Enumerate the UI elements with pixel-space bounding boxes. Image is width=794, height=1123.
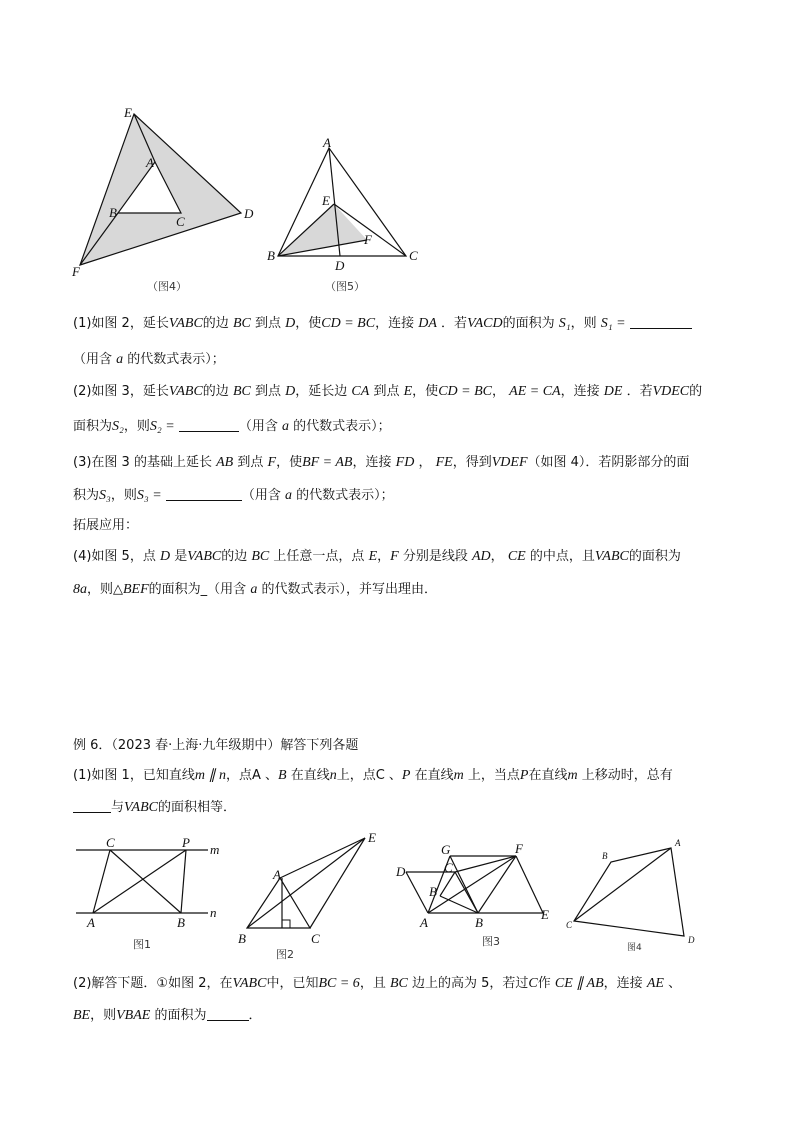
caption-fig4: （图4） <box>147 280 187 293</box>
answer-blank-s2[interactable] <box>179 417 239 432</box>
label-d: D <box>244 206 254 221</box>
label-a: A <box>420 915 428 930</box>
ex6-figure-1 <box>70 835 230 955</box>
ex6-q2-line2: BE，则VBAE 的面积为 ． <box>73 1008 262 1023</box>
caption-ex6-fig1: 图1 <box>133 938 151 951</box>
label-c: C <box>444 860 453 875</box>
label-b-inner: B <box>429 884 437 899</box>
figure-4 <box>60 95 280 300</box>
label-a: A <box>87 915 95 930</box>
label-b: B <box>267 248 275 263</box>
label-b: B <box>475 915 483 930</box>
extend-heading: 拓展应用： <box>73 518 139 533</box>
label-m: m <box>210 842 220 857</box>
ex6-figure-2 <box>230 825 390 965</box>
ex6-title: 例 6．（2023 春·上海·九年级期中）解答下列各题 <box>73 738 359 753</box>
label-a: A <box>146 155 154 170</box>
segment-cb <box>110 850 181 913</box>
label-b: B <box>602 851 608 861</box>
segment-cb <box>455 872 478 913</box>
label-a: A <box>273 867 281 882</box>
q3-line2: 积为S₃，则S₃ = （用含 a 的代数式表示）； <box>73 488 394 503</box>
label-n: n <box>210 905 217 920</box>
ex6-figure-4 <box>560 835 710 955</box>
segment-dd <box>406 872 428 913</box>
label-d: D <box>396 864 406 879</box>
answer-blank-s1[interactable] <box>630 314 692 329</box>
q2-line1: (2)如图 3，延长VABC的边 BC 到点 D，延长边 CA 到点 E，使CD = BC， AE = CA，连接 DE ．若VDEC的 <box>73 384 703 399</box>
segment-be <box>247 838 365 928</box>
label-c: C <box>176 214 185 229</box>
q4-line1: (4)如图 5，点 D 是VABC的边 BC 上任意一点，点 E，F 分别是线段 AD， CE 的中点，且VABC的面积为 <box>73 549 681 564</box>
label-c: C <box>409 248 418 263</box>
figure-5 <box>260 130 430 300</box>
label-e: E <box>322 193 330 208</box>
ex6-figure-3 <box>390 838 560 953</box>
answer-blank-ex6-2[interactable] <box>207 1006 249 1021</box>
label-c: C <box>566 920 573 930</box>
label-f: F <box>515 841 523 856</box>
label-b: B <box>109 205 117 220</box>
label-d: D <box>688 935 695 945</box>
label-g: G <box>441 842 451 857</box>
q1-line1: (1)如图 2，延长VABC的边 BC 到点 D，使CD = BC，连接 DA ．若VACD的面积为 S₁，则 S₁ = <box>73 314 692 334</box>
label-c: C <box>311 931 320 946</box>
answer-blank-ex6-1[interactable] <box>73 798 111 813</box>
q1-line2: （用含 a 的代数式表示）； <box>73 352 225 367</box>
label-a: A <box>323 135 331 150</box>
ex6-q2-line1: (2)解答下题．①如图 2，在VABC中，已知BC = 6，且 BC 边上的高为 5，若过C作 CE ∥ AB，连接 AE 、 <box>73 976 682 991</box>
ex6-q1-line1: (1)如图 1，已知直线m ∥ n，点A 、B 在直线n上，点C 、P 在直线m 上，当点P在直线m 上移动时，总有 <box>73 768 673 783</box>
q2-line2: 面积为S₂，则S₂ = （用含 a 的代数式表示）； <box>73 419 391 434</box>
caption-ex6-fig4: 图4 <box>627 943 642 953</box>
caption-fig5: （图5） <box>325 280 365 293</box>
caption-ex6-fig2: 图2 <box>276 948 294 961</box>
label-d: D <box>335 258 345 273</box>
label-f: F <box>364 232 372 247</box>
label-e: E <box>124 105 132 120</box>
label-c: C <box>106 835 115 850</box>
label-b: B <box>177 915 185 930</box>
label-p: P <box>182 835 190 850</box>
segment-fe <box>516 856 543 913</box>
label-e: E <box>368 830 376 845</box>
q4-line2: 8a，则△BEF的面积为_（用含 a 的代数式表示），并写出理由． <box>73 582 437 597</box>
quadrilateral-abcd <box>574 848 684 936</box>
q3-line1: (3)在图 3 的基础上延长 AB 到点 F，使BF = AB，连接 FD ， FE，得到VDEF（如图 4）．若阴影部分的面 <box>73 455 690 470</box>
label-f: F <box>72 264 80 279</box>
answer-blank-s3[interactable] <box>166 486 242 501</box>
segment-bb <box>440 896 478 913</box>
caption-ex6-fig3: 图3 <box>482 935 500 948</box>
ex6-q1-line2: 与VABC的面积相等． <box>73 798 236 818</box>
label-e: E <box>541 907 549 922</box>
label-a: A <box>675 838 681 848</box>
label-b: B <box>238 931 246 946</box>
segment-af <box>428 856 516 913</box>
right-angle-mark <box>282 920 290 928</box>
segment-pb <box>181 850 186 913</box>
